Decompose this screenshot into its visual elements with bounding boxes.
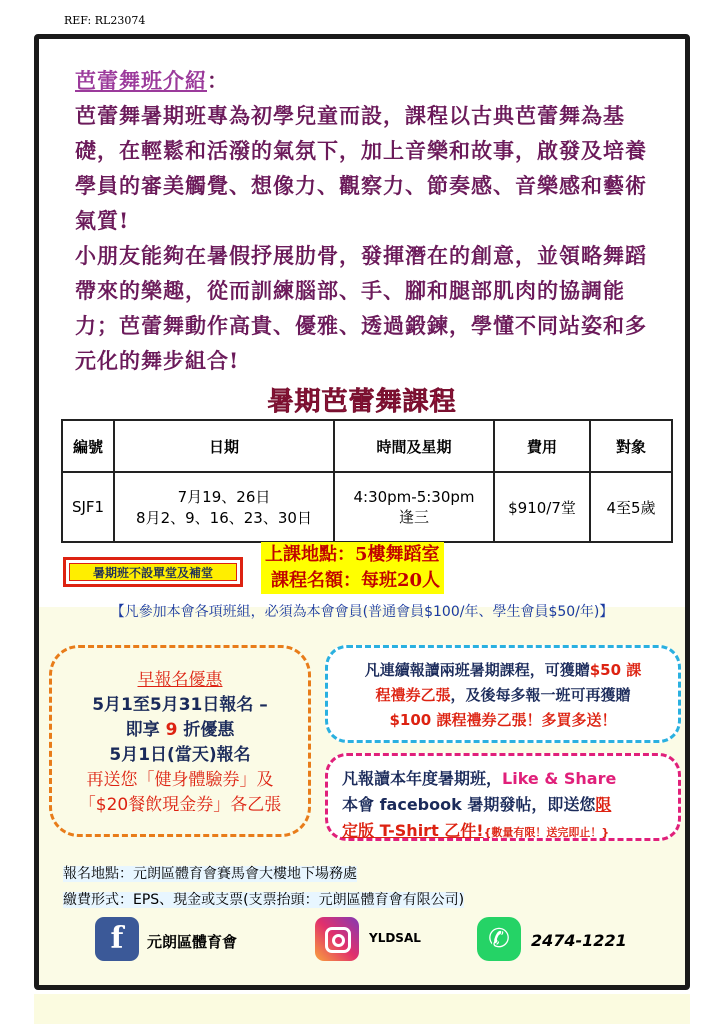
cell-date <box>114 472 334 542</box>
facebook-icon[interactable]: f <box>95 917 139 961</box>
date-line-1: 7月19、26日 <box>177 488 271 506</box>
header-fee: 費用 <box>494 420 590 472</box>
registration-payment-text: 繳費形式：EPS、現金或支票(支票抬頭：元朗區體育會有限公司) <box>63 892 465 908</box>
facebook-label[interactable]: 元朗區體育會 <box>147 933 238 951</box>
two-classes-line-2 <box>328 683 678 708</box>
venue-quota: 課程名額：每班20人 <box>271 570 441 591</box>
no-makeup-text: 暑期班不設單堂及補堂 <box>69 563 237 581</box>
facebook-offer-box <box>325 753 681 841</box>
header-target: 對象 <box>590 420 672 472</box>
course-title: 暑期芭蕾舞課程 <box>267 387 457 417</box>
header-date: 日期 <box>114 420 334 472</box>
registration-info <box>63 861 464 913</box>
early-bird-discount <box>52 718 308 743</box>
cell-target: 4至5歲 <box>590 472 672 542</box>
fb-offer-limited-note: {數量有限！送完即止！} <box>483 826 610 839</box>
registration-place-text: 報名地點：元朗區體育會賽馬會大樓地下場務處 <box>63 866 357 882</box>
registration-place <box>63 861 464 887</box>
instagram-lens-shape <box>332 934 345 947</box>
early-bird-gift-2: 「$20餐飲現金券」各乙張 <box>78 795 282 815</box>
intro-heading-line <box>75 63 655 98</box>
bottom-band <box>34 994 690 1024</box>
flyer-frame <box>34 34 690 990</box>
early-bird-first-day: 5月1日(當天)報名 <box>109 745 251 765</box>
two-classes-coupon-50-b: 程禮券乙張 <box>375 686 451 704</box>
course-table <box>61 419 673 543</box>
early-bird-gift-1: 再送您「健身體驗券」及 <box>86 770 274 790</box>
cell-code: SJF1 <box>62 472 114 542</box>
venue-info <box>261 542 444 594</box>
two-classes-coupon-100: $100 課程禮券乙張！多買多送！ <box>389 711 617 729</box>
fb-offer-limited-1: 限 <box>595 795 612 814</box>
venue-location: 上課地點：5樓舞蹈室 <box>265 544 440 565</box>
discount-prefix: 即享 <box>125 720 160 740</box>
header-time: 時間及星期 <box>334 420 494 472</box>
table-header-row <box>62 420 672 472</box>
discount-value: 9 <box>165 720 178 740</box>
two-classes-line-1 <box>328 658 678 683</box>
membership-notice: 【凡參加本會各項班組，必須為本會會員(普通會員$100/年、學生會員$50/年)】 <box>110 604 614 620</box>
registration-payment <box>63 887 464 913</box>
intro-paragraph-1: 芭蕾舞暑期班專為初學兒童而設，課程以古典芭蕾舞為基礎，在輕鬆和活潑的氣氛下，加上音樂和故事，啟發及培養學員的審美觸覺、想像力、觀察力、節奏感、音樂感和藝術氣質! <box>75 103 647 233</box>
early-bird-period: 5月1至5月31日報名 – <box>92 695 268 715</box>
cell-fee: $910/7堂 <box>494 472 590 542</box>
instagram-label[interactable]: YLDSAL <box>369 931 421 945</box>
whatsapp-icon[interactable]: ✆ <box>477 917 521 961</box>
time-line-1: 4:30pm-5:30pm <box>353 487 475 506</box>
early-bird-box <box>49 645 311 837</box>
fb-offer-tshirt: 定版 T-Shirt 乙件! <box>342 821 484 840</box>
header-code: 編號 <box>62 420 114 472</box>
fb-offer-text-2: 本會 facebook 暑期發帖，即送您 <box>342 795 596 814</box>
cell-time <box>334 472 494 542</box>
intro-section <box>75 63 655 378</box>
no-makeup-notice <box>63 557 243 587</box>
fb-offer-like-share: Like & Share <box>502 769 617 788</box>
two-classes-text-2: ，及後每多報一班可再獲贈 <box>450 686 631 704</box>
reference-code: REF: RL23074 <box>64 14 146 27</box>
instagram-icon[interactable] <box>315 917 359 961</box>
two-classes-text-1: 凡連續報讀兩班暑期課程，可獲贈 <box>364 661 590 679</box>
intro-heading-colon: ： <box>207 68 229 93</box>
whatsapp-label[interactable]: 2474-1221 <box>531 931 627 950</box>
early-bird-title: 早報名優惠 <box>137 670 223 690</box>
social-bar <box>39 917 690 965</box>
intro-paragraph-2: 小朋友能夠在暑假抒展肋骨，發揮潛在的創意，並領略舞蹈帶來的樂趣，從而訓練腦部、手、腳和腿部肌肉的協調能力；芭蕾舞動作高貴、優雅、透過鍛鍊，學懂不同站姿和多元化的舞步組合! <box>75 243 647 373</box>
two-classes-coupon-50: $50 課 <box>589 661 642 679</box>
fb-offer-text-1: 凡報讀本年度暑期班， <box>342 769 503 788</box>
date-line-2: 8月2、9、16、23、30日 <box>136 509 312 527</box>
time-line-2: 逢三 <box>398 507 429 526</box>
two-classes-box <box>325 645 681 743</box>
intro-heading: 芭蕾舞班介紹 <box>75 68 207 93</box>
discount-suffix: 折優惠 <box>183 720 235 740</box>
table-row <box>62 472 672 542</box>
